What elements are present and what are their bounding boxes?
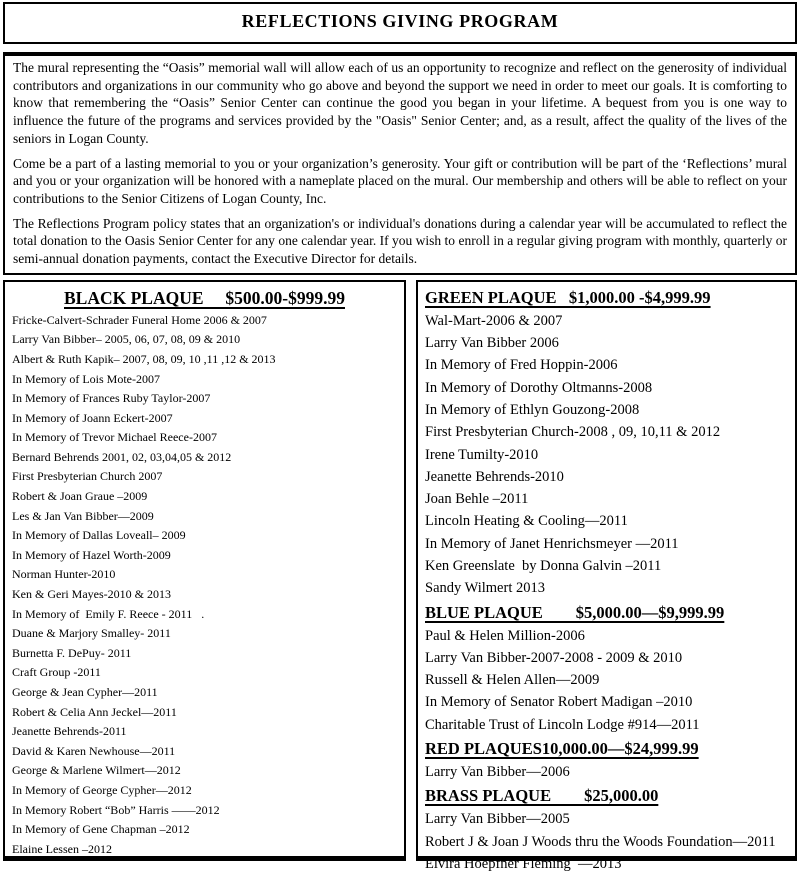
plaque-entry: Norman Hunter-2010 xyxy=(12,567,116,582)
plaque-entry: Paul & Helen Million-2006 xyxy=(425,627,585,644)
green-plaque-list xyxy=(425,310,788,600)
plaque-entry: Elvira Hoepfner Fleming —2013 xyxy=(425,855,622,872)
plaque-entry: Fricke-Calvert-Schrader Funeral Home 2006 & 2007 xyxy=(12,312,267,327)
plaque-entry: Elaine Lessen –2012 xyxy=(12,841,112,856)
plaque-entry: In Memory of Gene Chapman –2012 xyxy=(12,822,190,837)
plaque-entry: In Memory of Fred Hoppin-2006 xyxy=(425,357,618,374)
plaque-columns xyxy=(3,280,797,872)
plaque-entry: Jeanette Behrends-2010 xyxy=(425,468,564,485)
red-plaque-list xyxy=(425,761,788,783)
green-plaque-heading: GREEN PLAQUE $1,000.00 -$4,999.99 xyxy=(425,287,711,307)
plaque-entry: Robert & Joan Graue –2009 xyxy=(12,489,148,504)
plaque-entry: Larry Van Bibber– 2005, 06, 07, 08, 09 & 2010 xyxy=(12,332,241,347)
brass-plaque-list xyxy=(425,808,788,875)
black-plaque-heading: BLACK PLAQUE $500.00-$999.99 xyxy=(64,287,345,308)
plaque-entry: Craft Group -2011 xyxy=(12,665,101,680)
plaque-entry: George & Marlene Wilmert—2012 xyxy=(12,763,181,778)
plaque-entry: Burnetta F. DePuy- 2011 xyxy=(12,645,132,660)
plaque-entry: George & Jean Cypher—2011 xyxy=(12,685,158,700)
plaque-entry: Charitable Trust of Lincoln Lodge #914—2011 xyxy=(425,716,700,733)
brass-plaque-heading: BRASS PLAQUE $25,000.00 xyxy=(425,786,659,806)
blue-plaque-list xyxy=(425,625,788,736)
plaque-entry: Larry Van Bibber-2007-2008 - 2009 & 2010 xyxy=(425,649,683,666)
plaque-entry: In Memory of Frances Ruby Taylor-2007 xyxy=(12,391,211,406)
plaque-entry: Duane & Marjory Smalley- 2011 xyxy=(12,626,171,641)
plaque-entry: Wal-Mart-2006 & 2007 xyxy=(425,312,563,329)
right-plaque-section xyxy=(416,280,797,872)
plaque-entry: Robert & Celia Ann Jeckel—2011 xyxy=(12,704,177,719)
plaque-entry: Les & Jan Van Bibber—2009 xyxy=(12,508,154,523)
plaque-entry: In Memory of George Cypher—2012 xyxy=(12,782,192,797)
plaque-entry: Bernard Behrends 2001, 02, 03,04,05 & 2012 xyxy=(12,449,232,464)
plaque-entry: Larry Van Bibber—2006 xyxy=(425,764,570,781)
intro-paragraph: The mural representing the “Oasis” memorial wall will allow each of us an opportunity to recognize and reflect on the generosity of individual contributors and organizations in our community who go above and beyond the support we need in order to meet our goals. It is comforting to know that remembering the “Oasis” Senior Center can continue the good you began in your lifetime. A bequest from you is one way to influence the future of the programs and services provided by the "Oasis" Senior Center; and, as a result, affect the quality of the lives of the seniors in Logan County. xyxy=(13,60,787,146)
plaque-entry: In Memory of Trevor Michael Reece-2007 xyxy=(12,430,217,445)
plaque-entry: Albert & Ruth Kapik– 2007, 08, 09, 10 ,11 ,12 & 2013 xyxy=(12,351,276,366)
red-plaque-heading: RED PLAQUES10,000.00—$24,999.99 xyxy=(425,739,699,759)
plaque-entry: Sandy Wilmert 2013 xyxy=(425,580,545,597)
plaque-entry: In Memory of Ethlyn Gouzong-2008 xyxy=(425,401,640,418)
black-plaque-list xyxy=(12,311,397,860)
plaque-entry: In Memory of Janet Henrichsmeyer —2011 xyxy=(425,535,679,552)
intro-paragraph: Come be a part of a lasting memorial to you or your organization’s generosity. Your gift or contribution will be part of the ‘Reflections’ mural and you or your organization will be honored with a nameplate placed on the mural. Our membership and others will be able to reflect on your contributions to the Senior Citizens of Logan County, Inc. xyxy=(13,155,787,206)
plaque-entry: In Memory of Dallas Loveall– 2009 xyxy=(12,528,186,543)
plaque-entry: Larry Van Bibber 2006 xyxy=(425,335,559,352)
plaque-entry: In Memory of Hazel Worth-2009 xyxy=(12,547,171,562)
plaque-entry: Lincoln Heating & Cooling—2011 xyxy=(425,513,628,530)
black-plaque-section xyxy=(3,280,406,861)
plaque-entry: Robert J & Joan J Woods thru the Woods Foundation—2011 xyxy=(425,833,776,850)
plaque-entry: Jeanette Behrends-2011 xyxy=(12,724,127,739)
plaque-entry: Ken Greenslate by Donna Galvin –2011 xyxy=(425,558,662,574)
blue-plaque-heading: BLUE PLAQUE $5,000.00—$9,999.99 xyxy=(425,602,725,622)
title-box xyxy=(3,2,797,44)
intro-section xyxy=(3,52,797,275)
plaque-entry: In Memory of Emily F. Reece - 2011 . xyxy=(12,606,205,621)
plaque-entry: Larry Van Bibber—2005 xyxy=(425,811,570,828)
plaque-entry: Irene Tumilty-2010 xyxy=(425,446,539,463)
plaque-entry: In Memory of Joann Eckert-2007 xyxy=(12,410,173,425)
plaque-entry: First Presbyterian Church 2007 xyxy=(12,469,163,484)
plaque-entry: First Presbyterian Church-2008 , 09, 10,11 & 2012 xyxy=(425,424,721,441)
plaque-entry: In Memory of Senator Robert Madigan –2010 xyxy=(425,694,693,711)
plaque-entry: In Memory of Dorothy Oltmanns-2008 xyxy=(425,379,653,396)
plaque-entry: Ken & Geri Mayes-2010 & 2013 xyxy=(12,587,171,602)
page-title: REFLECTIONS GIVING PROGRAM xyxy=(241,11,559,31)
plaque-entry: In Memory of Lois Mote-2007 xyxy=(12,371,160,386)
plaque-entry: Russell & Helen Allen—2009 xyxy=(425,672,600,689)
plaque-entry: In Memory Robert “Bob” Harris ——2012 xyxy=(12,802,220,817)
plaque-entry: David & Karen Newhouse—2011 xyxy=(12,743,176,758)
plaque-entry: Joan Behle –2011 xyxy=(425,491,529,508)
intro-paragraph: The Reflections Program policy states that an organization's or individual's donations during a calendar year will be accumulated to reflect the total donation to the Oasis Senior Center for any one calendar year. If you wish to enroll in a regular giving program with monthly, quarterly or semi-annual donation payments, contact the Executive Director for details. xyxy=(13,215,787,267)
